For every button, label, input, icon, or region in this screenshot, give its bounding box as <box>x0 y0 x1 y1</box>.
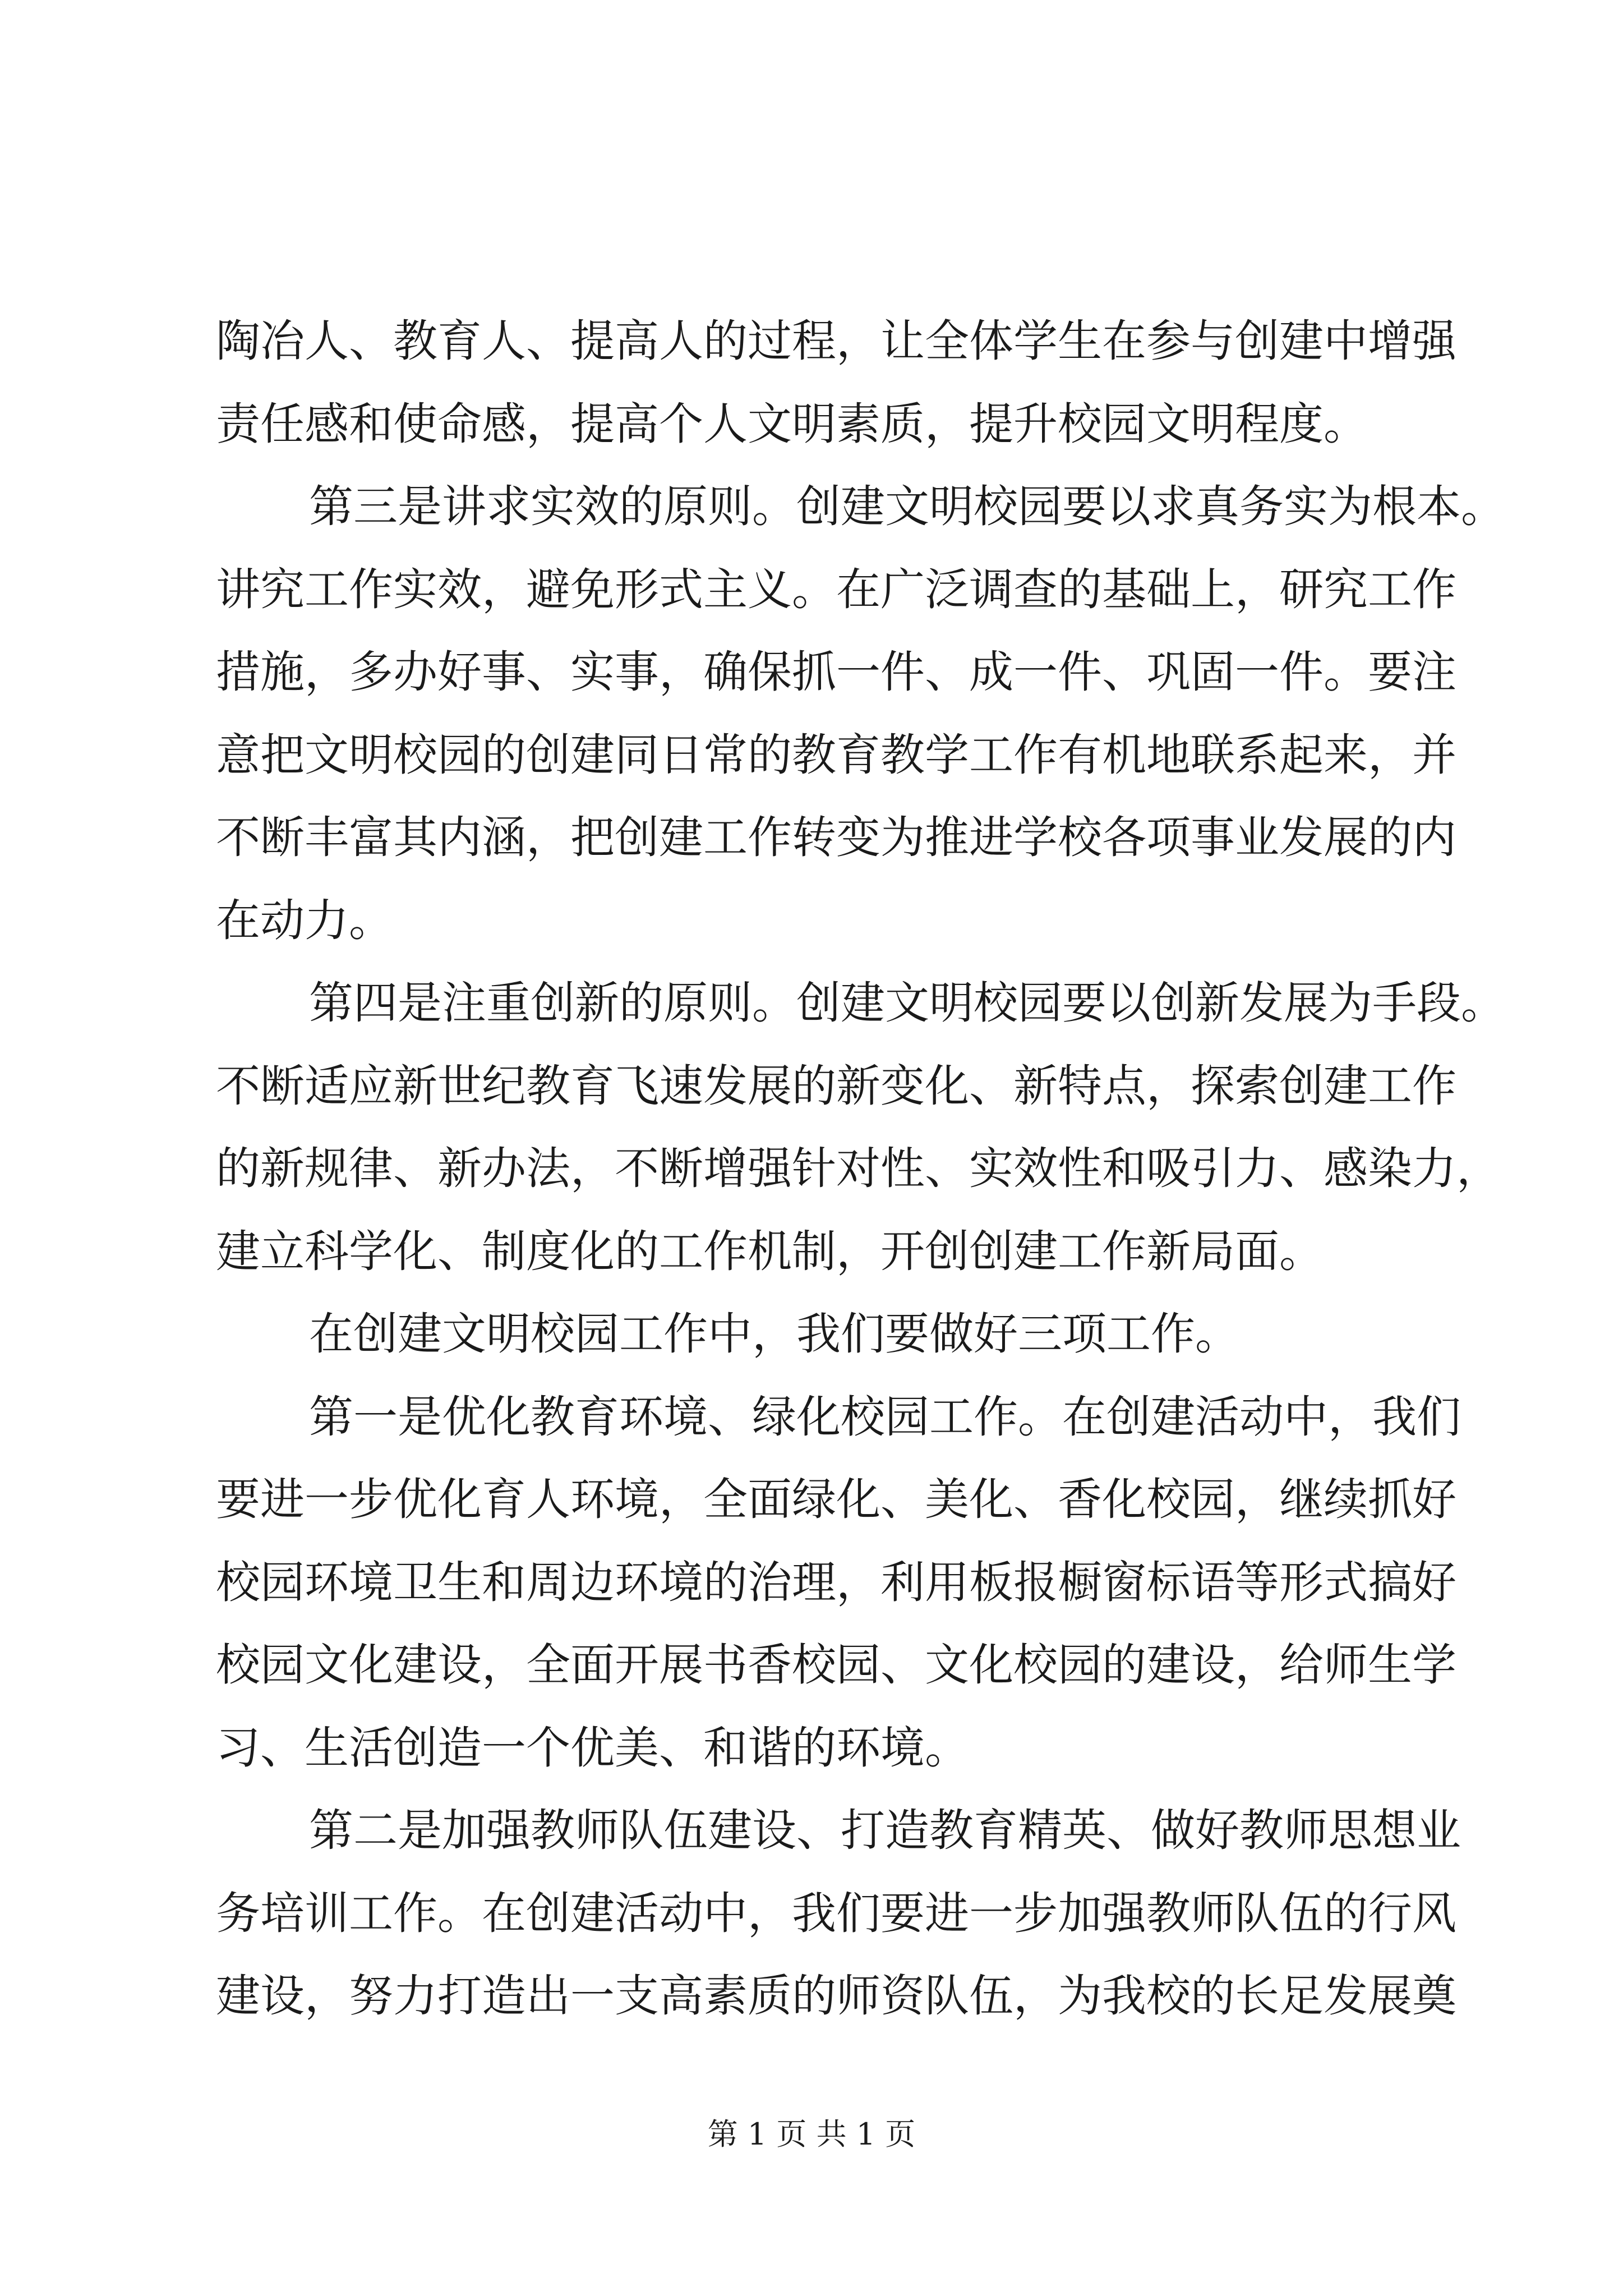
body-text <box>216 300 1505 2038</box>
text-line: 在创建文明校园工作中，我们要做好三项工作。 <box>309 1308 1239 1360</box>
text-line: 的新规律、新办法，不断增强针对性、实效性和吸引力、感染力， <box>216 1143 1501 1194</box>
page-number-label: 第 1 页 共 1 页 <box>707 2116 916 2152</box>
text-line: 责任感和使命感，提高个人文明素质，提升校园文明程度。 <box>216 398 1368 450</box>
text-line: 第四是注重创新的原则。创建文明校园要以创新发展为手段。 <box>309 977 1505 1029</box>
text-line: 第一是优化教育环境、绿化校园工作。在创建活动中，我们 <box>309 1391 1461 1443</box>
text-line: 建设，努力打造出一支高素质的师资队伍，为我校的长足发展奠 <box>216 1970 1456 2022</box>
text-line: 校园环境卫生和周边环境的治理，利用板报橱窗标语等形式搞好 <box>216 1556 1456 1608</box>
page-footer <box>0 2112 1623 2157</box>
text-line: 要进一步优化育人环境，全面绿化、美化、香化校园，继续抓好 <box>216 1474 1456 1525</box>
text-line: 第二是加强教师队伍建设、打造教育精英、做好教师思想业 <box>309 1805 1461 1856</box>
text-line: 讲究工作实效，避免形式主义。在广泛调查的基础上，研究工作 <box>216 563 1456 615</box>
text-line: 习、生活创造一个优美、和谐的环境。 <box>216 1722 969 1774</box>
text-line: 不断丰富其内涵，把创建工作转变为推进学校各项事业发展的内 <box>216 812 1456 863</box>
text-line: 陶冶人、教育人、提高人的过程，让全体学生在参与创建中增强 <box>216 315 1456 367</box>
text-line: 在动力。 <box>216 894 393 946</box>
text-line: 意把文明校园的创建同日常的教育教学工作有机地联系起来，并 <box>216 729 1456 781</box>
text-line: 建立科学化、制度化的工作机制，开创创建工作新局面。 <box>216 1225 1324 1277</box>
text-line: 不断适应新世纪教育飞速发展的新变化、新特点，探索创建工作 <box>216 1060 1456 1112</box>
text-line: 第三是讲求实效的原则。创建文明校园要以求真务实为根本。 <box>309 481 1505 532</box>
text-line: 校园文化建设，全面开展书香校园、文化校园的建设，给师生学 <box>216 1639 1456 1691</box>
text-line: 措施，多办好事、实事，确保抓一件、成一件、巩固一件。要注 <box>216 646 1456 698</box>
text-line: 务培训工作。在创建活动中，我们要进一步加强教师队伍的行风 <box>216 1887 1456 1939</box>
